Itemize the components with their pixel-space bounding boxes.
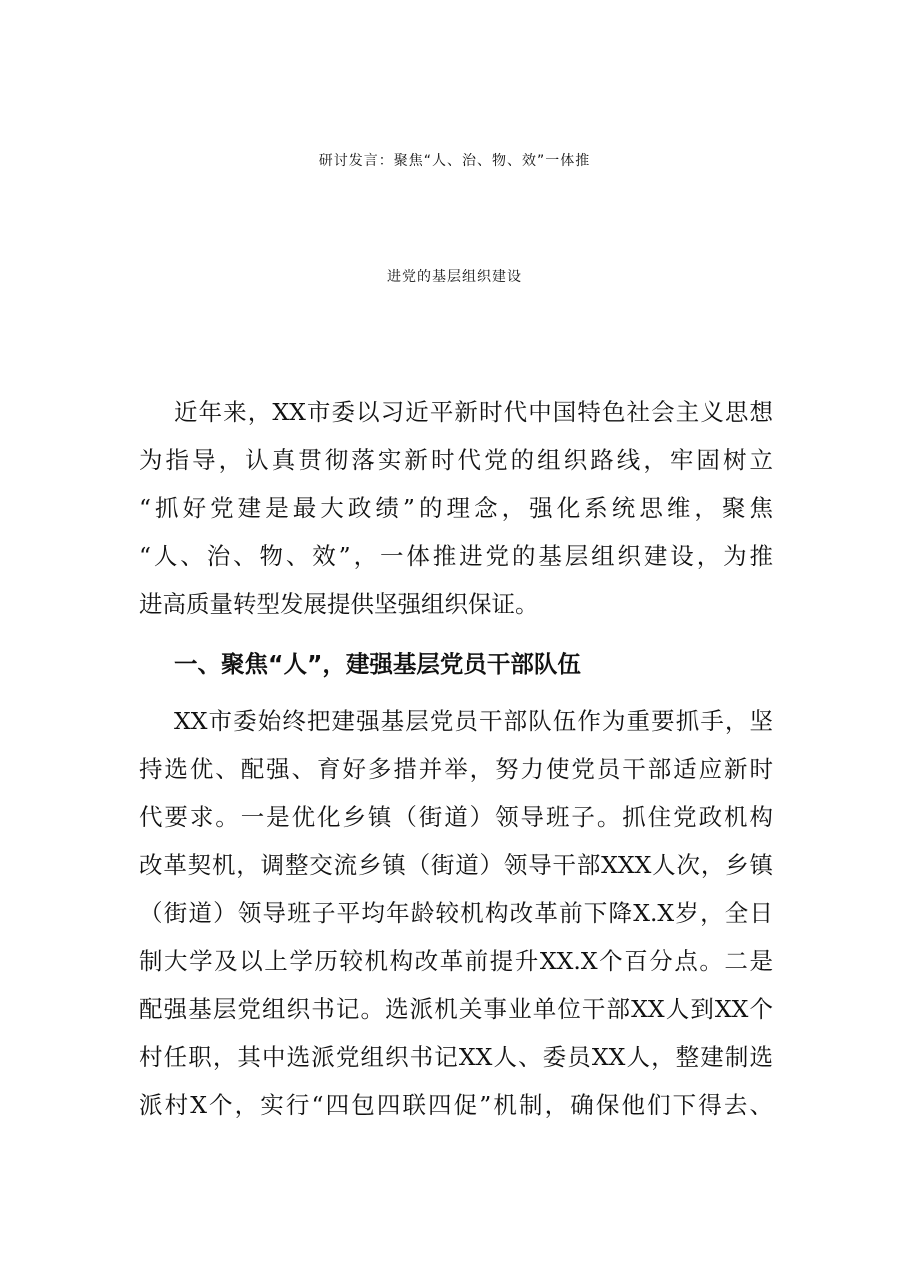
paragraph-line: XX市委始终把建强基层党员干部队伍作为重要抓手，坚 — [174, 707, 773, 735]
paragraph-line: “人、治、物、效”，一体推进党的基层组织建设，为推 — [139, 542, 773, 570]
paragraph-line: （街道）领导班子平均年龄较机构改革前下降X.X岁，全日 — [139, 899, 773, 927]
document-title-line-2: 进党的基层组织建设 — [387, 269, 522, 285]
paragraph-line: 配强基层党组织书记。选派机关事业单位干部XX人到XX个 — [139, 995, 773, 1023]
paragraph-line: 持选优、配强、育好多措并举，努力使党员干部适应新时 — [139, 755, 773, 783]
paragraph-line: 进高质量转型发展提供坚强组织保证。 — [139, 590, 539, 618]
paragraph-line: 村任职，其中选派党组织书记XX人、委员XX人，整建制选 — [139, 1043, 773, 1071]
section-heading-1: 一、聚焦“人”，建强基层党员干部队伍 — [174, 650, 581, 678]
paragraph-line: “抓好党建是最大政绩”的理念，强化系统思维，聚焦 — [139, 494, 773, 522]
document-title-line-1: 研讨发言：聚焦“人、治、物、效”一体推 — [318, 153, 591, 169]
paragraph-line: 代要求。一是优化乡镇（街道）领导班子。抓住党政机构 — [139, 803, 773, 831]
paragraph-intro — [139, 388, 773, 628]
paragraph-line: 近年来，XX市委以习近平新时代中国特色社会主义思想 — [174, 398, 773, 426]
paragraph-line: 派村X个，实行“四包四联四促”机制，确保他们下得去、 — [139, 1091, 773, 1119]
paragraph-line: 制大学及以上学历较机构改革前提升XX.X个百分点。二是 — [139, 947, 773, 975]
paragraph-section-1 — [139, 697, 773, 1129]
paragraph-line: 改革契机，调整交流乡镇（街道）领导干部XXX人次，乡镇 — [139, 851, 773, 879]
paragraph-line: 为指导，认真贯彻落实新时代党的组织路线，牢固树立 — [139, 446, 773, 474]
